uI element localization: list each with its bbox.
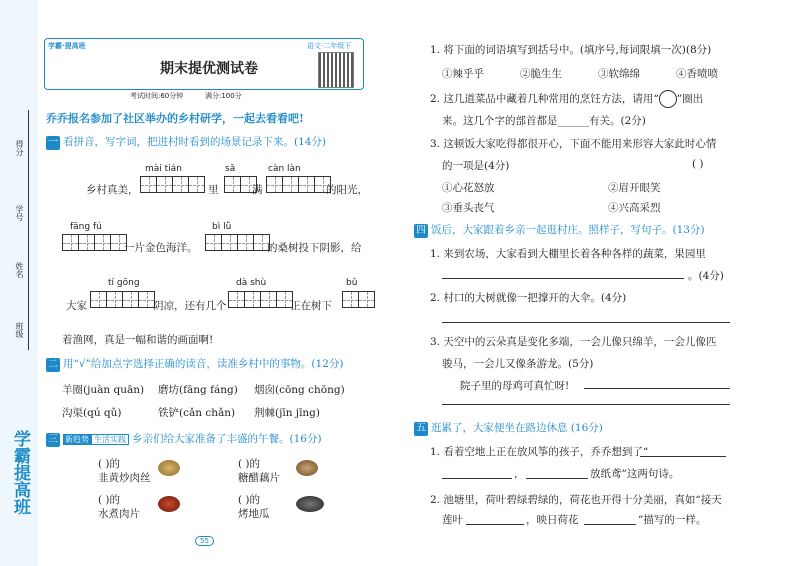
char-box[interactable]	[266, 176, 283, 193]
char-box-group[interactable]	[140, 176, 204, 193]
pinyin: mài tián	[145, 164, 182, 174]
time-label: 考试时间:60分钟	[130, 92, 184, 100]
answer-line[interactable]	[442, 478, 512, 479]
char-box[interactable]	[205, 234, 222, 251]
answer-line[interactable]	[442, 404, 730, 405]
page-title: 期末提优测试卷	[160, 61, 258, 77]
subject-tag: 语文·二年级下	[307, 42, 352, 50]
food-name: 烤地瓜	[238, 508, 270, 520]
option: ②脆生生	[520, 68, 562, 80]
char-box[interactable]	[298, 176, 315, 193]
char-box-group[interactable]	[228, 291, 292, 308]
text: 满	[252, 184, 263, 196]
practice-badge: 生活实践	[91, 434, 129, 445]
binding-line	[28, 110, 29, 350]
q3-stem-a: 3. 这顿饭大家吃得都很开心，下面不能用来形容大家此时心情	[430, 138, 717, 150]
score-label: 得分	[15, 140, 24, 156]
char-box-group[interactable]	[266, 176, 330, 193]
text: 乡村真美，	[86, 184, 139, 196]
q2-stem	[430, 90, 703, 108]
page-number: 55	[195, 536, 214, 546]
s4-q3a: 3. 天空中的云朵真是变化多端，一会儿像只绵羊，一会儿像匹	[430, 336, 717, 348]
text: 一片金色海洋。	[124, 242, 198, 254]
s5-q1c: 放纸鸢”这两句诗。	[590, 468, 680, 480]
section5-heading	[414, 420, 603, 436]
s4-q3c: 院子里的母鸡可真忙呀!	[460, 380, 570, 392]
char-box-group[interactable]	[90, 291, 154, 308]
pronunciation-item[interactable]: 羊圈(juàn quān)	[62, 384, 145, 396]
option: ④兴高采烈	[608, 202, 661, 214]
food-blank[interactable]: ( )的	[238, 494, 261, 506]
option: ③软绵绵	[598, 68, 640, 80]
s4-q2: 2. 村口的大树就像一把撑开的大伞。(4分)	[430, 292, 627, 304]
section3-number: 三	[48, 434, 58, 445]
section1-number: 一	[48, 137, 58, 148]
food-image-lotus	[296, 460, 318, 476]
answer-line[interactable]	[442, 278, 684, 279]
q2-stem-b: ”圈出	[676, 93, 704, 105]
q1-stem: 1. 将下面的词语填写到括号中。(填序号,每词限填一次)(8分)	[430, 44, 712, 56]
brand-tag: 学霸·提高班	[48, 42, 86, 50]
q2-stem-c: 来。这几个字的部首都是______有关。(2分)	[442, 115, 646, 127]
pronunciation-item[interactable]: 荆棘(jīn jīng)	[254, 407, 321, 419]
section4-heading	[414, 222, 705, 238]
char-box-group[interactable]	[205, 234, 269, 251]
char-box[interactable]	[188, 176, 205, 193]
s5-q2a: 2. 池塘里，荷叶碧绿碧绿的，荷花也开得十分美丽，真如“接天	[430, 494, 722, 506]
answer-line[interactable]	[584, 388, 730, 389]
pronunciation-item[interactable]: 烟囱(cōng chōng)	[254, 384, 345, 396]
pinyin: bǔ	[346, 278, 358, 288]
char-box[interactable]	[172, 176, 189, 193]
option: ④香喷喷	[676, 68, 718, 80]
s4-q1-score: 。(4分)	[688, 270, 724, 282]
option: ③垂头丧气	[442, 202, 495, 214]
q2-stem-a: 2. 这几道菜品中藏着几种常用的烹饪方法，请用“	[430, 93, 659, 105]
food-name: 韭黄炒肉丝	[98, 472, 151, 484]
food-name: 水煮肉片	[98, 508, 140, 520]
text: 着渔网，真是一幅和谐的画面啊!	[62, 334, 214, 346]
char-box[interactable]	[221, 234, 238, 251]
section5-number: 五	[416, 423, 426, 434]
char-box[interactable]	[140, 176, 157, 193]
char-box[interactable]	[62, 234, 79, 251]
pinyin: dà shù	[236, 278, 267, 288]
section2-number: 二	[48, 359, 58, 370]
food-image-boiled-pork	[158, 496, 180, 512]
text: 大家	[66, 300, 87, 312]
qr-code	[318, 52, 354, 88]
answer-line[interactable]	[584, 524, 636, 525]
pinyin: sǎ	[225, 164, 236, 174]
s5-q2d: ”描写的一样。	[638, 514, 707, 526]
score-total-label: 满分:100分	[205, 92, 242, 100]
answer-line[interactable]	[442, 322, 730, 323]
section4-title: 饭后，大家跟着乡亲一起逛村庄。照样子，写句子。(13分)	[431, 224, 705, 236]
char-box[interactable]	[282, 176, 299, 193]
char-box[interactable]	[228, 291, 245, 308]
section3-heading	[46, 431, 322, 447]
pinyin: tí gōng	[108, 278, 140, 288]
text: 阴凉，还有几个	[153, 300, 227, 312]
char-box[interactable]	[260, 291, 277, 308]
food-blank[interactable]: ( )的	[98, 494, 121, 506]
student-id-label: 学号	[15, 205, 24, 221]
section1-heading	[46, 134, 326, 150]
char-box[interactable]	[224, 176, 241, 193]
answer-paren[interactable]: ( )	[692, 158, 704, 170]
s4-q3b: 骏马，一会儿又像条游龙。(5分)	[442, 358, 594, 370]
food-blank[interactable]: ( )的	[98, 458, 121, 470]
text: 的桑树投下阴影，给	[267, 242, 362, 254]
char-box[interactable]	[244, 291, 261, 308]
char-box[interactable]	[106, 291, 123, 308]
trend-badge: 新趋势	[65, 435, 89, 444]
food-blank[interactable]: ( )的	[238, 458, 261, 470]
answer-line[interactable]	[640, 456, 726, 457]
s4-q1: 1. 来到农场，大家看到大棚里长着各种各样的蔬菜，果园里	[430, 248, 706, 260]
intro-text: 乔乔报名参加了社区举办的乡村研学，一起去看看吧!	[46, 112, 304, 125]
s5-q2c: ，映日荷花	[526, 514, 579, 526]
char-box[interactable]	[122, 291, 139, 308]
section3-title: 乡亲们给大家准备了丰盛的午餐。(16分)	[132, 433, 322, 445]
class-label: 班级	[15, 322, 24, 338]
answer-line[interactable]	[526, 478, 588, 479]
pronunciation-item[interactable]: 磨坊(fāng fáng)	[158, 384, 238, 396]
char-box[interactable]	[342, 291, 359, 308]
section2-heading	[46, 356, 343, 372]
section1-title: 看拼音，写字词，把进村时看到的场景记录下来。(14分)	[63, 136, 327, 148]
pronunciation-item[interactable]: 铁铲(cǎn chǎn)	[158, 407, 236, 419]
s5-q1b: ，	[514, 468, 525, 480]
option: ①辣乎乎	[442, 68, 484, 80]
section4-number: 四	[416, 225, 426, 236]
q3-stem-b: 的一项是(4分)	[442, 160, 510, 172]
s5-q1a: 1. 看着空地上正在放风筝的孩子，乔乔想到了“	[430, 446, 649, 458]
food-image-leek-pork	[158, 460, 180, 476]
section5-title: 逛累了，大家便坐在路边休息 (16分)	[431, 422, 603, 434]
text: 里	[208, 184, 219, 196]
text: 的阳光，	[326, 184, 368, 196]
option: ①心花怒放	[442, 182, 495, 194]
char-box[interactable]	[156, 176, 173, 193]
option: ②眉开眼笑	[608, 182, 661, 194]
food-name: 糖醋藕片	[238, 472, 280, 484]
name-label: 姓名	[15, 262, 24, 278]
char-box[interactable]	[237, 234, 254, 251]
brand-vertical: 学霸提高班	[10, 430, 30, 515]
pronunciation-item[interactable]: 沟渠(qú qǔ)	[62, 407, 122, 419]
section2-title: 用“√”给加点字选择正确的读音，读准乡村中的事物。(12分)	[63, 358, 344, 370]
pinyin: bì lǜ	[212, 222, 232, 232]
char-box-group[interactable]	[342, 291, 374, 308]
pinyin: fāng fú	[70, 222, 102, 232]
char-box[interactable]	[90, 291, 107, 308]
char-box-group[interactable]	[62, 234, 126, 251]
char-box[interactable]	[358, 291, 375, 308]
text: 正在树下	[290, 300, 332, 312]
answer-line[interactable]	[466, 524, 524, 525]
char-box[interactable]	[78, 234, 95, 251]
s5-q2b: 莲叶	[442, 514, 463, 526]
food-image-sweet-potato	[296, 496, 324, 512]
pinyin: càn làn	[268, 164, 301, 174]
char-box[interactable]	[94, 234, 111, 251]
circle-symbol	[659, 90, 677, 108]
